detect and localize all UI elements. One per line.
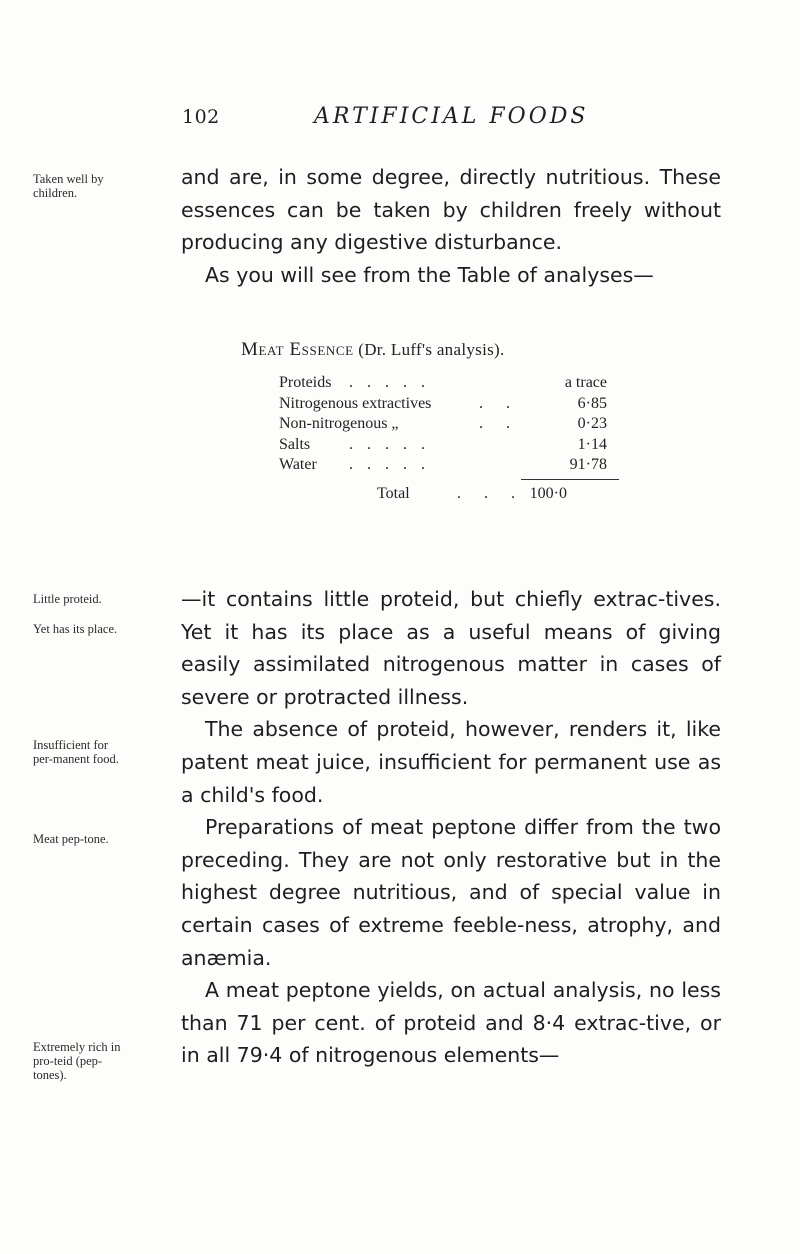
- paragraph-essences: and are, in some degree, directly nutritious. These essences can be taken by children freely without producing any digestive disturbance.: [181, 165, 721, 255]
- paragraph-little-proteid: —it contains little proteid, but chiefly extrac-tives. Yet it has its place as a useful means of giving easily assimilated nitrogenous matter in cases of severe or protracted illness.: [181, 587, 721, 709]
- table-title-rest: (Dr. Luff's analysis).: [358, 340, 505, 359]
- row-value: 91·78: [569, 456, 607, 473]
- table-total-row: [279, 485, 619, 505]
- margin-note-meat-peptone: Meat pep-tone.: [33, 832, 109, 846]
- meat-essence-analysis-table: [241, 339, 671, 505]
- margin-note-little-proteid: Little proteid.: [33, 592, 102, 606]
- paragraph-meat-peptone: Preparations of meat peptone differ from the two preceding. They are not only restorative but in the highest degree nutritious, and of special value in certain cases of extreme feeble-ness, atrophy, and anæmia.: [181, 815, 721, 970]
- table-row: [279, 415, 619, 436]
- paragraph-table-intro: As you will see from the Table of analyses—: [205, 262, 654, 287]
- leader-dots: . . . . .: [349, 456, 430, 473]
- running-title: ARTIFICIAL FOODS: [314, 104, 589, 129]
- leader-dots: . .: [479, 415, 515, 432]
- table-title: [241, 339, 671, 361]
- row-value: 6·85: [577, 394, 607, 412]
- paragraph-peptone-analysis: A meat peptone yields, on actual analysis, no less than 71 per cent. of proteid and 8·4 extrac-tive, or in all 79·4 of nitrogenous elements—: [181, 978, 721, 1068]
- row-label: Salts: [279, 435, 311, 453]
- page-header: [0, 106, 800, 136]
- table-row: [279, 374, 619, 395]
- total-value: 100·0: [529, 484, 567, 502]
- total-rule: [521, 479, 619, 480]
- paragraph-absence-of-proteid: The absence of proteid, however, renders it, like patent meat juice, insufficient for permanent use as a child's food.: [181, 717, 721, 807]
- leader-dots: . . . . .: [349, 374, 430, 391]
- row-label: Nitrogenous extractives: [279, 394, 432, 412]
- leader-dots: . . .: [457, 484, 520, 502]
- margin-note-insufficient: Insufficient for per-manent food.: [33, 738, 119, 766]
- table-row: [279, 436, 619, 457]
- body-text-upper: [181, 161, 721, 291]
- row-value: 0·23: [577, 415, 607, 432]
- margin-note-rich-in-proteid: Extremely rich in pro-teid (pep-tones).: [33, 1040, 121, 1082]
- leader-dots: . .: [479, 394, 515, 412]
- leader-dots: . . . . .: [349, 435, 430, 453]
- table-rows: [279, 374, 619, 505]
- margin-note-taken-well: Taken well by children.: [33, 172, 104, 200]
- row-value: 1·14: [577, 435, 607, 453]
- row-value: a trace: [564, 374, 607, 391]
- total-label: Total: [377, 484, 410, 502]
- row-label: Proteids: [279, 374, 332, 391]
- body-text-lower: [181, 583, 721, 1072]
- row-label: Non-nitrogenous „: [279, 415, 399, 432]
- row-label: Water: [279, 456, 317, 473]
- margin-note-has-its-place: Yet has its place.: [33, 622, 118, 636]
- table-row: [279, 395, 619, 416]
- table-row: [279, 456, 619, 477]
- page-number: 102: [182, 106, 220, 128]
- table-title-caps: Meat Essence: [241, 339, 354, 360]
